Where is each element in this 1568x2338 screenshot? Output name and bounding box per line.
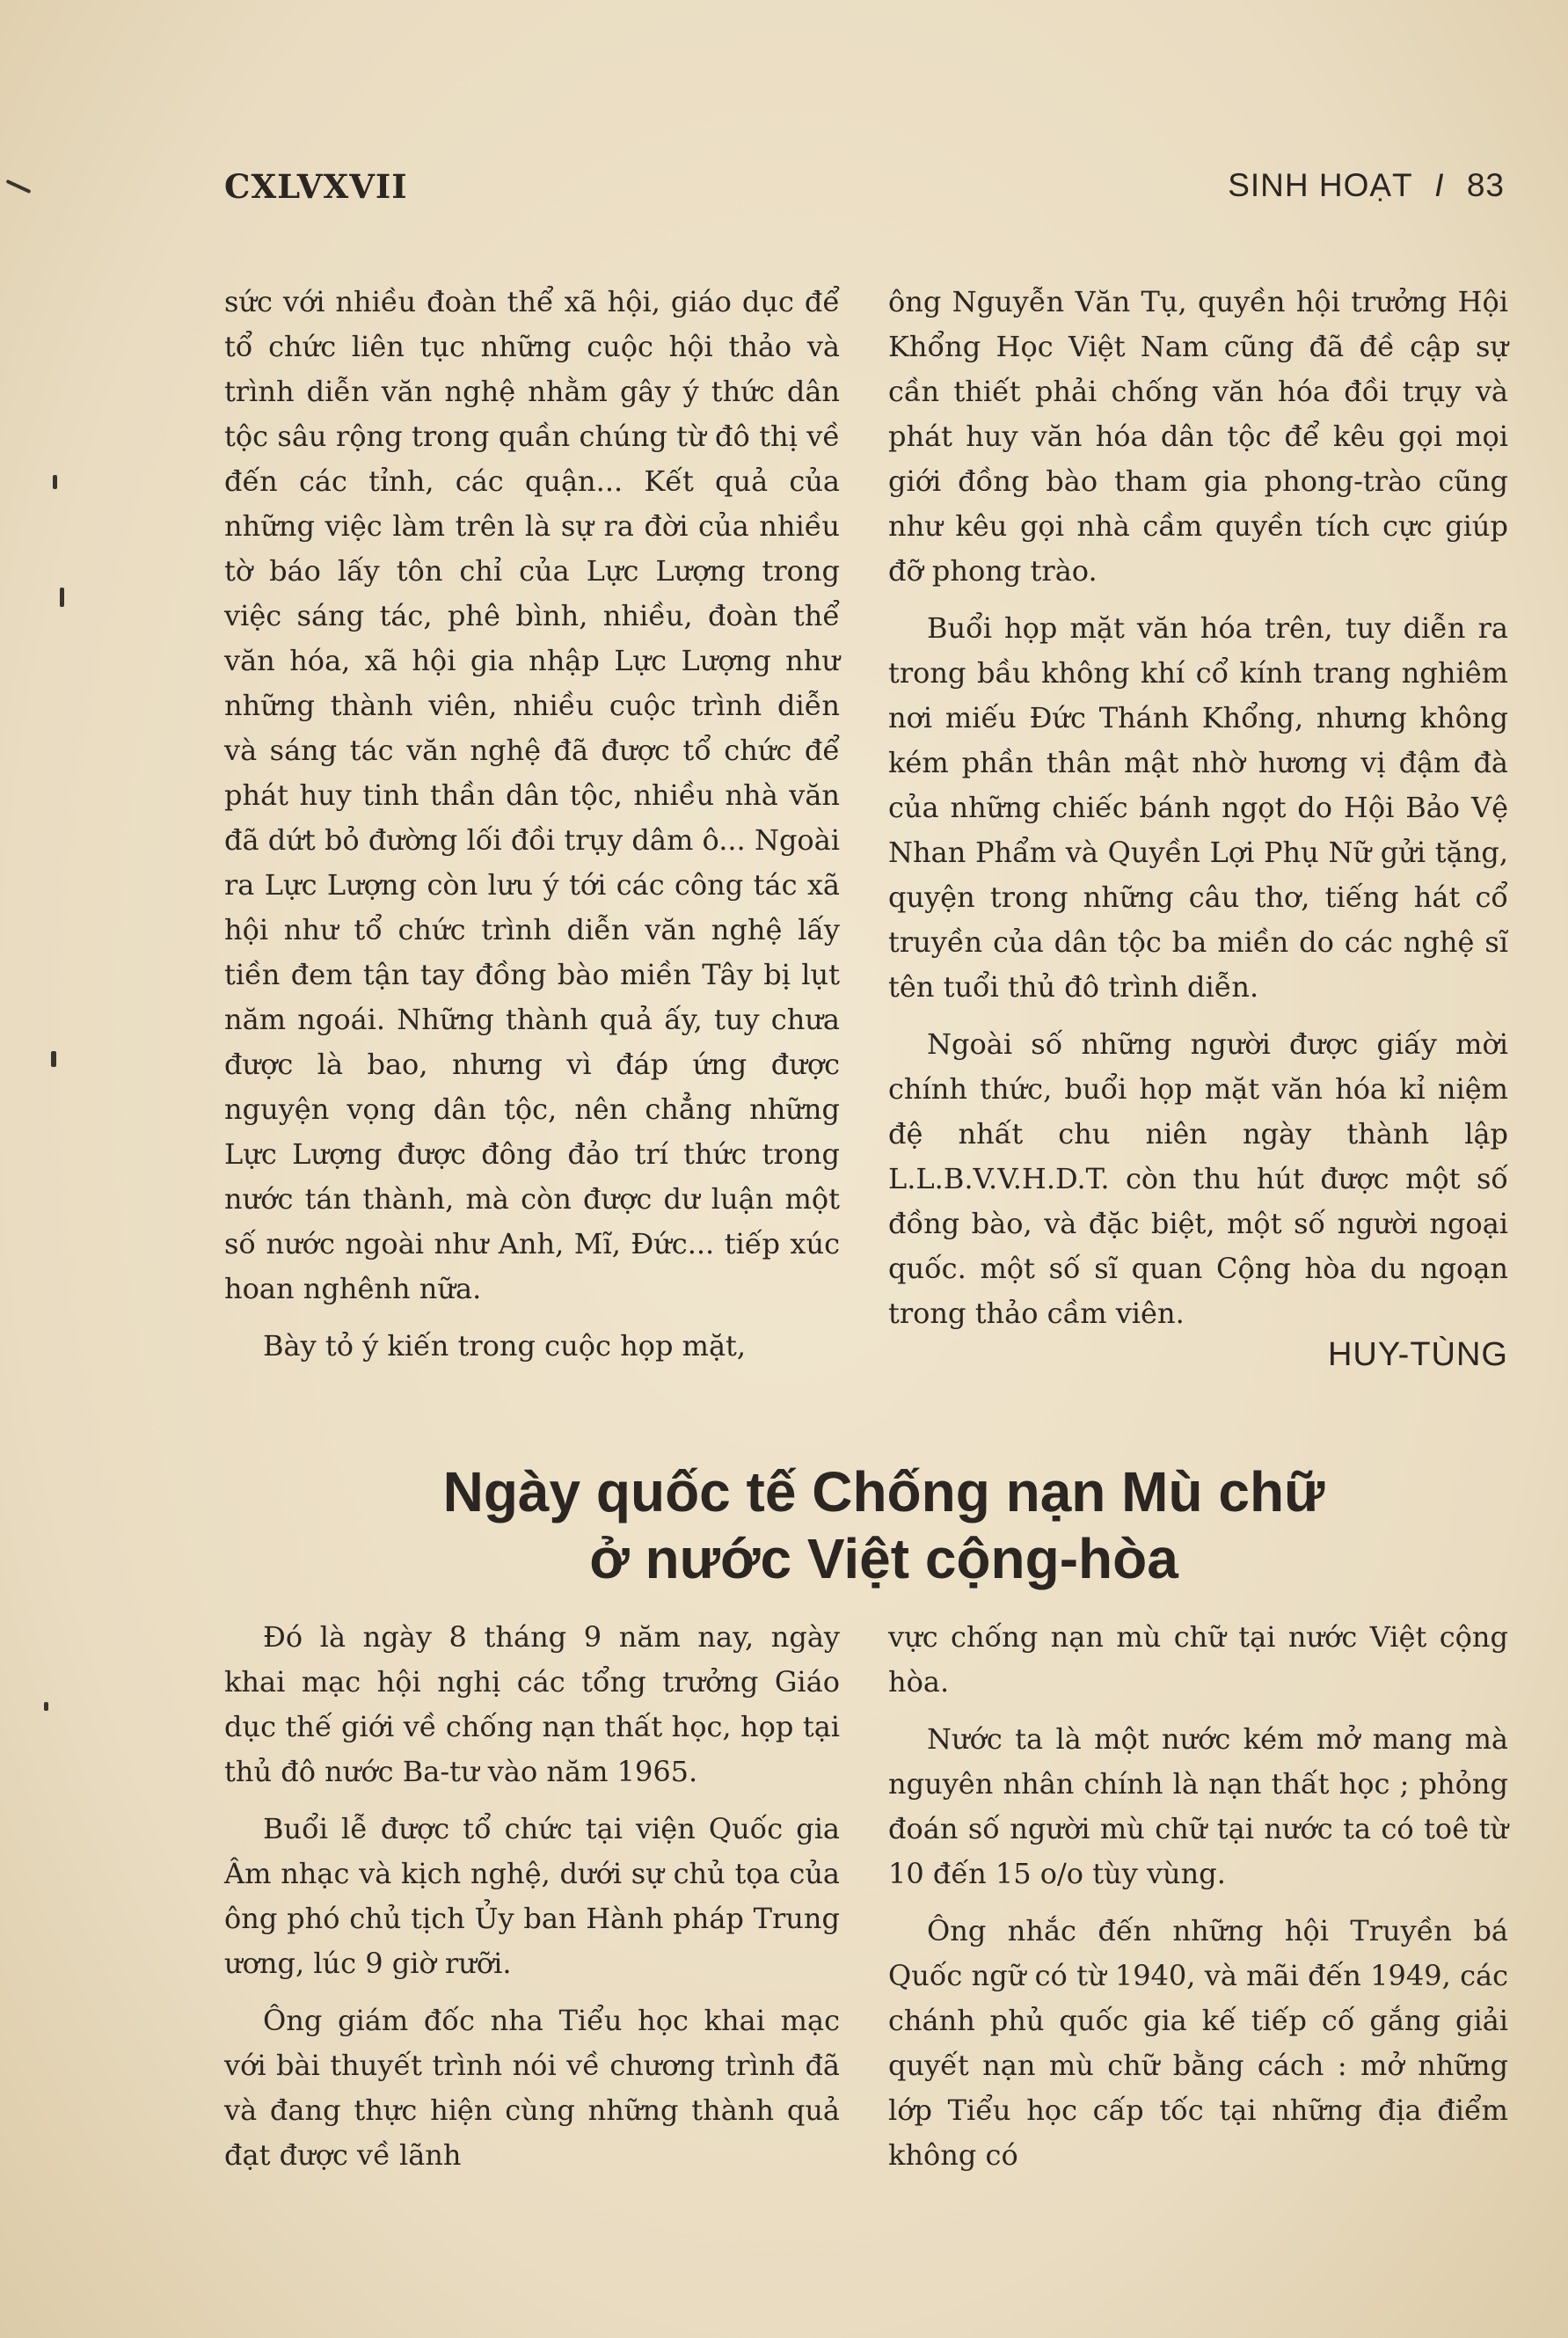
header-separator: I: [1434, 167, 1445, 203]
article2-title-line1: Ngày quốc tế Chống nạn Mù chữ: [442, 1460, 1325, 1523]
author-signature: HUY-TÙNG: [1327, 1336, 1508, 1373]
paragraph: Buổi họp mặt văn hóa trên, tuy diễn ra trong bầu không khí cổ kính trang nghiêm nơi miếu Đức Thánh Khổng, nhưng không kém phần thân mật nhờ hương vị đậm đà của những chiếc bánh ngọt do Hội Bảo Vệ Nhan Phẩm và Quyền Lợi Phụ Nữ gửi tặng, quyện trong những câu thơ, tiếng hát cổ truyền của dân tộc ba miền do các nghệ sĩ tên tuổi thủ đô trình diễn.: [888, 611, 1508, 1004]
paragraph: Ông nhắc đến những hội Truyền bá Quốc ngữ có từ 1940, và mãi đến 1949, các chánh phủ quốc gia kế tiếp cố gắng giải quyết nạn mù chữ bằng cách : mở những lớp Tiểu học cấp tốc tại những địa điểm không có: [888, 1914, 1508, 2172]
article2-right-column: [888, 1615, 1508, 2190]
paragraph: vực chống nạn mù chữ tại nước Việt cộng hòa.: [888, 1620, 1508, 1699]
margin-mark: [51, 1051, 56, 1067]
paragraph: Đó là ngày 8 tháng 9 năm nay, ngày khai mạc hội nghị các tổng trưởng Giáo dục thế giới về chống nạn thất học, họp tại thủ đô nước Ba-tư vào năm 1965.: [224, 1620, 840, 1788]
section-name: SINH HOẠT: [1228, 167, 1412, 203]
article1-right-column: [888, 280, 1508, 1374]
paragraph: sức với nhiều đoàn thể xã hội, giáo dục để tổ chức liên tục những cuộc hội thảo và trình diễn văn nghệ nhằm gây ý thức dân tộc sâu rộng trong quần chúng từ đô thị về đến các tỉnh, các quận... Kết quả của những việc làm trên là sự ra đời của nhiều tờ báo lấy tôn chỉ của Lực Lượng trong việc sáng tác, phê bình, nhiều, đoàn thể văn hóa, xã hội gia nhập Lực Lượng như những thành viên, nhiều cuộc trình diễn và sáng tác văn nghệ đã được tổ chức để phát huy tinh thần dân tộc, nhiều nhà văn đã dứt bỏ đường lối đồi trụy dâm ô... Ngoài ra Lực Lượng còn lưu ý tới các công tác xã hội như tổ chức trình diễn văn nghệ lấy tiền đem tận tay đồng bào miền Tây bị lụt năm ngoái. Những thành quả ấy, tuy chưa được là bao, nhưng vì đáp ứng được nguyện vọng dân tộc, nên chẳng những Lực Lượng được đông đảo trí thức trong nước tán thành, mà còn được dư luận một số nước ngoài như Anh, Mĩ, Đức... tiếp xúc hoan nghênh nữa.: [224, 285, 840, 1305]
paragraph: Nước ta là một nước kém mở mang mà nguyên nhân chính là nạn thất học ; phỏng đoán số người mù chữ tại nước ta có toê từ 10 đến 15 o/o tùy vùng.: [888, 1722, 1508, 1890]
margin-mark: [44, 1702, 48, 1711]
paragraph: ông Nguyễn Văn Tụ, quyền hội trưởng Hội Khổng Học Việt Nam cũng đã đề cập sự cần thiết phải chống văn hóa đồi trụy và phát huy văn hóa dân tộc để kêu gọi mọi giới đồng bào tham gia phong-trào cũng như kêu gọi nhà cầm quyền tích cực giúp đỡ phong trào.: [888, 285, 1508, 588]
article2-title-line2: ở nước Việt cộng-hòa: [589, 1527, 1178, 1590]
article2-body: [224, 1615, 1508, 2187]
paragraph: Ông giám đốc nha Tiểu học khai mạc với bài thuyết trình nói về chương trình đã và đang thực hiện cùng những thành quả đạt được về lãnh: [224, 2004, 840, 2172]
article1-body: [224, 280, 1508, 1414]
page-number: 83: [1466, 167, 1505, 203]
paragraph: Ngoài số những người được giấy mời chính thức, buổi họp mặt văn hóa kỉ niệm đệ nhất chu niên ngày thành lập L.L.B.V.V.H.D.T. còn thu hút được một số đồng bào, và đặc biệt, một số người ngoại quốc. một số sĩ quan Cộng hòa du ngoạn trong thảo cầm viên.: [888, 1027, 1508, 1330]
margin-mark: [53, 475, 57, 489]
article1-left-column: [224, 280, 840, 1381]
issue-number: CXLVXVII: [224, 167, 408, 206]
running-head: [1215, 167, 1505, 204]
margin-mark: [60, 588, 64, 607]
paragraph: Bày tỏ ý kiến trong cuộc họp mặt,: [263, 1329, 747, 1363]
page-header: [224, 167, 1505, 211]
margin-mark: [6, 179, 32, 194]
article2-left-column: [224, 1615, 840, 2190]
paragraph: Buổi lễ được tổ chức tại viện Quốc gia Âm nhạc và kịch nghệ, dưới sự chủ tọa của ông phó chủ tịch Ủy ban Hành pháp Trung ương, lúc 9 giờ rưỡi.: [224, 1812, 840, 1980]
